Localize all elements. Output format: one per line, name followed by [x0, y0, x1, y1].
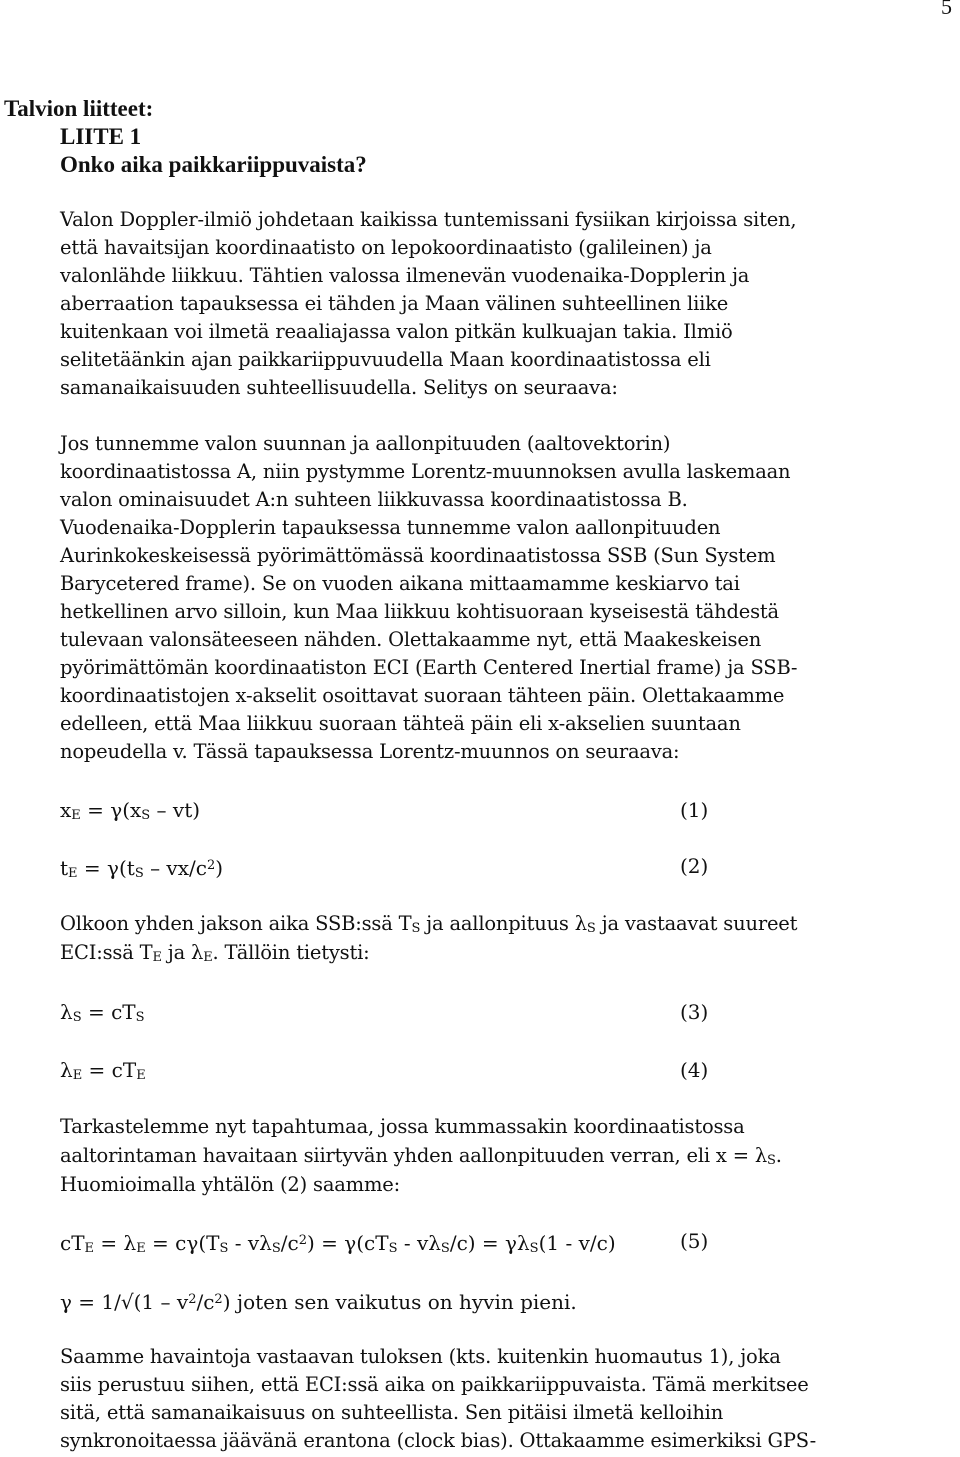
page-number: 5 — [941, 0, 952, 19]
equation-3: $\lambda_S = cT_S$ — [60, 1000, 145, 1025]
text-line: Jos tunnemme valon suunnan ja aallonpituuden (aaltovektorin) — [60, 432, 671, 455]
text-line: selitetäänkin ajan paikkariippuvuudella Maan koordinaatistossa eli — [60, 348, 711, 371]
text-line: ECI:ssä $T_E$ ja $\lambda_E$. Tällöin tietysti: — [60, 941, 370, 965]
text-line: hetkellinen arvo silloin, kun Maa liikkuu kohtisuoraan kyseisestä tähdestä — [60, 600, 779, 623]
text-line: valonlähde liikkuu. Tähtien valossa ilmenevän vuodenaika-Dopplerin ja — [60, 264, 750, 287]
text-line: että havaitsijan koordinaatisto on lepokoordinaatisto (galileinen) ja — [60, 236, 712, 259]
appendix-subtitle: Onko aika paikkariippuvaista? — [60, 152, 367, 177]
equation-number-3: (3) — [680, 1000, 709, 1024]
text-line: Aurinkokeskeisessä pyörimättömässä koordinaatistossa SSB (Sun System — [60, 544, 776, 567]
text-line: Tarkastelemme nyt tapahtumaa, jossa kummassakin koordinaatistossa — [60, 1115, 745, 1138]
text-line: sitä, että samanaikaisuus on suhteellista. Sen pitäisi ilmetä kelloihin — [60, 1401, 724, 1424]
equation-4: $\lambda_E = cT_E$ — [60, 1058, 146, 1083]
text-line: siis perustuu siihen, että ECI:ssä aika on paikkariippuvaista. Tämä merkitsee — [60, 1373, 809, 1396]
text-line: tulevaan valonsäteeseen nähden. Olettakaamme nyt, että Maakeskeisen — [60, 628, 762, 651]
text-line: kuitenkaan voi ilmetä reaaliajassa valon pitkän kulkuajan takia. Ilmiö — [60, 320, 733, 343]
text-line: Olkoon yhden jakson aika SSB:ssä $T_S$ ja aallonpituus $\lambda_S$ ja vastaavat suureet — [60, 912, 798, 936]
text-line: Valon Doppler-ilmiö johdetaan kaikissa tuntemissani fysiikan kirjoissa siten, — [60, 208, 797, 231]
text-line: synkronoitaessa jäävänä erantona (clock bias). Ottakaamme esimerkiksi GPS- — [60, 1429, 817, 1452]
text-line: Vuodenaika-Dopplerin tapauksessa tunnemme valon aallonpituuden — [60, 516, 721, 539]
text-line: pyörimättömän koordinaatiston ECI (Earth Centered Inertial frame) ja SSB- — [60, 656, 798, 679]
text-line: koordinaatistossa A, niin pystymme Lorentz-muunnoksen avulla laskemaan — [60, 460, 791, 483]
text-line: koordinaatistojen x-akselit osoittavat suoraan tähteen päin. Olettakaamme — [60, 684, 785, 707]
text-line: valon ominaisuudet A:n suhteen liikkuvassa koordinaatistossa B. — [60, 488, 688, 511]
equation-number-2: (2) — [680, 854, 709, 878]
text-line: aberraation tapauksessa ei tähden ja Maan välinen suhteellinen liike — [60, 292, 729, 315]
equation-number-4: (4) — [680, 1058, 709, 1082]
text-line: Barycetered frame). Se on vuoden aikana mittaamamme keskiarvo tai — [60, 572, 740, 595]
equation-1: $x_E = \gamma(x_S - vt)$ — [60, 798, 201, 823]
equation-number-5: (5) — [680, 1229, 709, 1253]
equation-2: $t_E = \gamma(t_S - vx/c^2)$ — [60, 856, 224, 881]
equation-number-1: (1) — [680, 798, 709, 822]
text-line: edelleen, että Maa liikkuu suoraan tähteä päin eli x-akselien suuntaan — [60, 712, 741, 735]
text-line: Huomioimalla yhtälön (2) saamme: — [60, 1173, 400, 1196]
text-line: aaltorintaman havaitaan siirtyvän yhden aallonpituuden verran, eli $x = \lambda_S$. — [60, 1144, 782, 1168]
gamma-definition: $\gamma = 1/√(1 - v^2/c^2)$ joten sen vaikutus on hyvin pieni. — [60, 1290, 577, 1314]
appendix-label: LIITE 1 — [60, 124, 142, 149]
text-line: samanaikaisuuden suhteellisuudella. Selitys on seuraava: — [60, 376, 618, 399]
text-line: Saamme havaintoja vastaavan tuloksen (kts. kuitenkin huomautus 1), joka — [60, 1345, 781, 1368]
text-line: nopeudella v. Tässä tapauksessa Lorentz-muunnos on seuraava: — [60, 740, 680, 763]
appendix-section-title: Talvion liitteet: — [4, 96, 154, 121]
equation-5: $cT_E = \lambda_E = c\gamma(T_S - v\lambda_S/c^2) = \gamma(cT_S - v\lambda_S/c) = \gamma\lambda_S(1 - v/c)$ — [60, 1231, 616, 1256]
